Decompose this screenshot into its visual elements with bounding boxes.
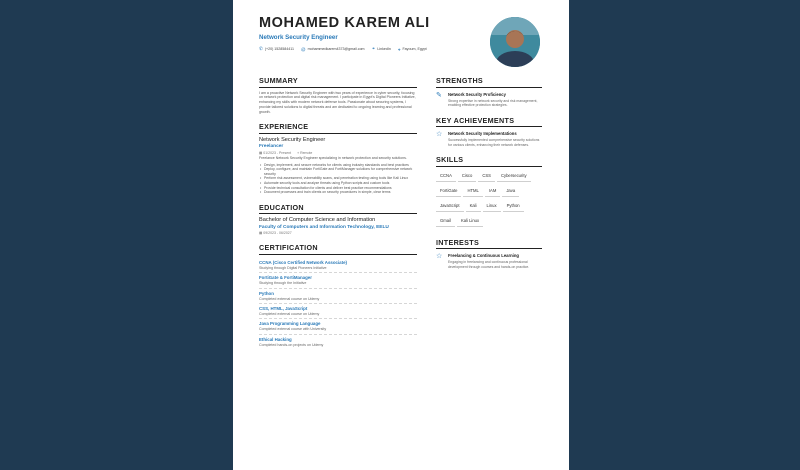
candidate-name: MOHAMED KAREM ALI — [259, 15, 430, 31]
job-bullets — [259, 163, 417, 195]
cert-desc: Studying through the Initiative — [259, 281, 307, 286]
cert-name: Ethical Hacking — [259, 336, 292, 342]
list-item: • Provide technical consultation for clients and deliver best practice recommendations — [259, 186, 417, 191]
strength-title: Network Security Proficiency — [448, 91, 506, 97]
list-item: • Design, implement, and secure networks for clients using industry standards and best practices — [259, 163, 417, 168]
skill-tag: IAM — [485, 185, 500, 198]
company-name: Freelancer — [259, 144, 284, 150]
skill-tag: JavaScript — [436, 200, 464, 213]
left-column — [259, 76, 417, 357]
education-dates: ▦ 09/2023 - 06/2027 — [259, 231, 292, 236]
skill-tag: Cisco — [458, 170, 476, 183]
watermark-latin: nafezly.com — [363, 449, 427, 461]
achievement-title: Network Security Implementations — [448, 131, 517, 137]
education-meta — [259, 231, 417, 235]
interest-title: Freelancing & Continuous Learning — [448, 253, 519, 259]
education-heading: EDUCATION — [259, 203, 417, 215]
summary-text: I am a proactive Network Security Engineer with two years of experience in cyber security, focusing on network protection and digital risk management. I participate in Egypt's Digital Pioneers Initiative, enhancing my skills with modern network defense tools. Passionate about securing systems, I provide tailored solutions to digital threats and am dedicated to ongoing learning and professional growth. — [259, 90, 416, 114]
skill-tag: Kali Linux — [457, 215, 483, 228]
skill-tag: Kali — [466, 200, 481, 213]
list-item: • Automate security tools and analyze threats using Python scripts and custom tools — [259, 181, 417, 186]
interest-desc: Engaging in freelancing and continuous professional development through courses and hands-on practice. — [448, 260, 530, 269]
contact-row — [259, 46, 489, 52]
skill-tag: Gmail — [436, 215, 455, 228]
contact-email[interactable]: @ mohammedkarem4373@gmail.com — [301, 46, 365, 52]
cert-desc: Completed hands-on projects on Udemy — [259, 342, 324, 347]
list-item — [259, 304, 417, 319]
list-item: • Document processes and train clients on security procedures in simple, clear terms — [259, 190, 417, 195]
resume-page — [233, 0, 569, 470]
candidate-role: Network Security Engineer — [259, 34, 338, 41]
cert-desc: Completed external course with University — [259, 327, 327, 332]
achievements-heading: KEY ACHIEVEMENTS — [436, 116, 542, 128]
interests-section — [436, 238, 542, 270]
strengths-section — [436, 76, 542, 108]
cert-name: CCNA (Cisco Certified Network Associate) — [259, 259, 347, 265]
cert-desc: Completed external course on Udemy — [259, 311, 320, 316]
skills-section — [436, 155, 542, 230]
job-title: Network Security Engineer — [259, 136, 326, 143]
degree-title: Bachelor of Computer Science and Information — [259, 217, 376, 224]
list-item — [259, 273, 417, 288]
experience-section — [259, 122, 417, 194]
watermark-arabic: نفذلي — [359, 424, 431, 450]
interest-item — [436, 253, 542, 269]
contact-linkedin[interactable]: ⚭ LinkedIn — [371, 46, 391, 51]
certification-section — [259, 243, 417, 349]
skill-tag: Cybersecurity — [497, 170, 531, 183]
email-icon: @ — [301, 46, 306, 52]
list-item — [259, 335, 417, 349]
job-meta — [259, 151, 417, 155]
achievement-item — [436, 131, 542, 147]
cert-desc: Studying through Digital Pioneers Initiative — [259, 265, 327, 270]
strength-item — [436, 92, 542, 108]
list-item: • Deploy, configure, and maintain FortiGate and FortiManager solutions for comprehensive network security — [259, 167, 417, 176]
pen-icon: ✎ — [436, 91, 442, 99]
skills-heading: SKILLS — [436, 155, 542, 167]
skill-tag: CSS — [478, 170, 495, 183]
skill-tag: Linux — [483, 200, 501, 213]
contact-location: ⌖ Fayoum, Egypt — [397, 46, 427, 52]
skill-tag: FortiGate — [436, 185, 461, 198]
skill-tag: CCNA — [436, 170, 456, 183]
calendar-icon: ▦ — [259, 150, 264, 155]
contact-phone: ✆ (+20) 1528584411 — [259, 46, 294, 51]
experience-heading: EXPERIENCE — [259, 122, 417, 134]
skills-list — [436, 170, 542, 230]
list-item: • Perform risk assessment, vulnerability scans, and penetration testing using tools like Kali Linux — [259, 176, 417, 181]
achievements-section — [436, 116, 542, 148]
site-watermark — [347, 425, 443, 461]
location-pin-icon: ⌖ — [397, 46, 401, 52]
summary-heading: SUMMARY — [259, 76, 417, 88]
calendar-icon: ▦ — [259, 231, 264, 236]
phone-icon: ✆ — [259, 46, 263, 51]
list-item — [259, 319, 417, 334]
cert-name: Java Programming Language — [259, 321, 321, 327]
certification-heading: CERTIFICATION — [259, 243, 417, 255]
school-name: Faculty of Computers and Information Technology, EELU — [259, 224, 389, 230]
skill-tag: HTML — [463, 185, 482, 198]
avatar-photo — [490, 17, 540, 67]
job-location: ⌖ Remote — [297, 150, 313, 155]
right-column — [436, 76, 542, 277]
skill-tag: Java — [502, 185, 519, 198]
job-dates: ▦ 01/2023 - Present — [259, 150, 292, 155]
resume-header — [259, 15, 489, 52]
achievement-desc: Successfully implemented comprehensive security solutions for various clients, enhancing their network defenses. — [448, 138, 540, 147]
link-icon: ⚭ — [371, 46, 376, 51]
interests-heading: INTERESTS — [436, 238, 542, 250]
location-pin-icon: ⌖ — [297, 150, 301, 155]
skill-tag: Python — [503, 200, 524, 213]
cert-name: Python — [259, 290, 274, 296]
strengths-heading: STRENGTHS — [436, 76, 542, 88]
summary-section — [259, 76, 417, 114]
strength-desc: Strong expertise in network security and risk management, enabling effective protection strategies. — [448, 98, 538, 108]
star-icon: ☆ — [436, 253, 443, 261]
list-item — [259, 289, 417, 304]
avatar — [490, 17, 540, 67]
list-item — [259, 258, 417, 273]
education-section — [259, 203, 417, 236]
cert-name: FortiGate & FortiManager — [259, 275, 312, 281]
cert-name: CSS, HTML, JavaScript — [259, 305, 308, 311]
job-intro: Freelance Network Security Engineer specializing in network protection and security solutions. — [259, 156, 407, 161]
star-icon: ☆ — [436, 131, 443, 139]
cert-desc: Completed external course on Udemy — [259, 296, 320, 301]
